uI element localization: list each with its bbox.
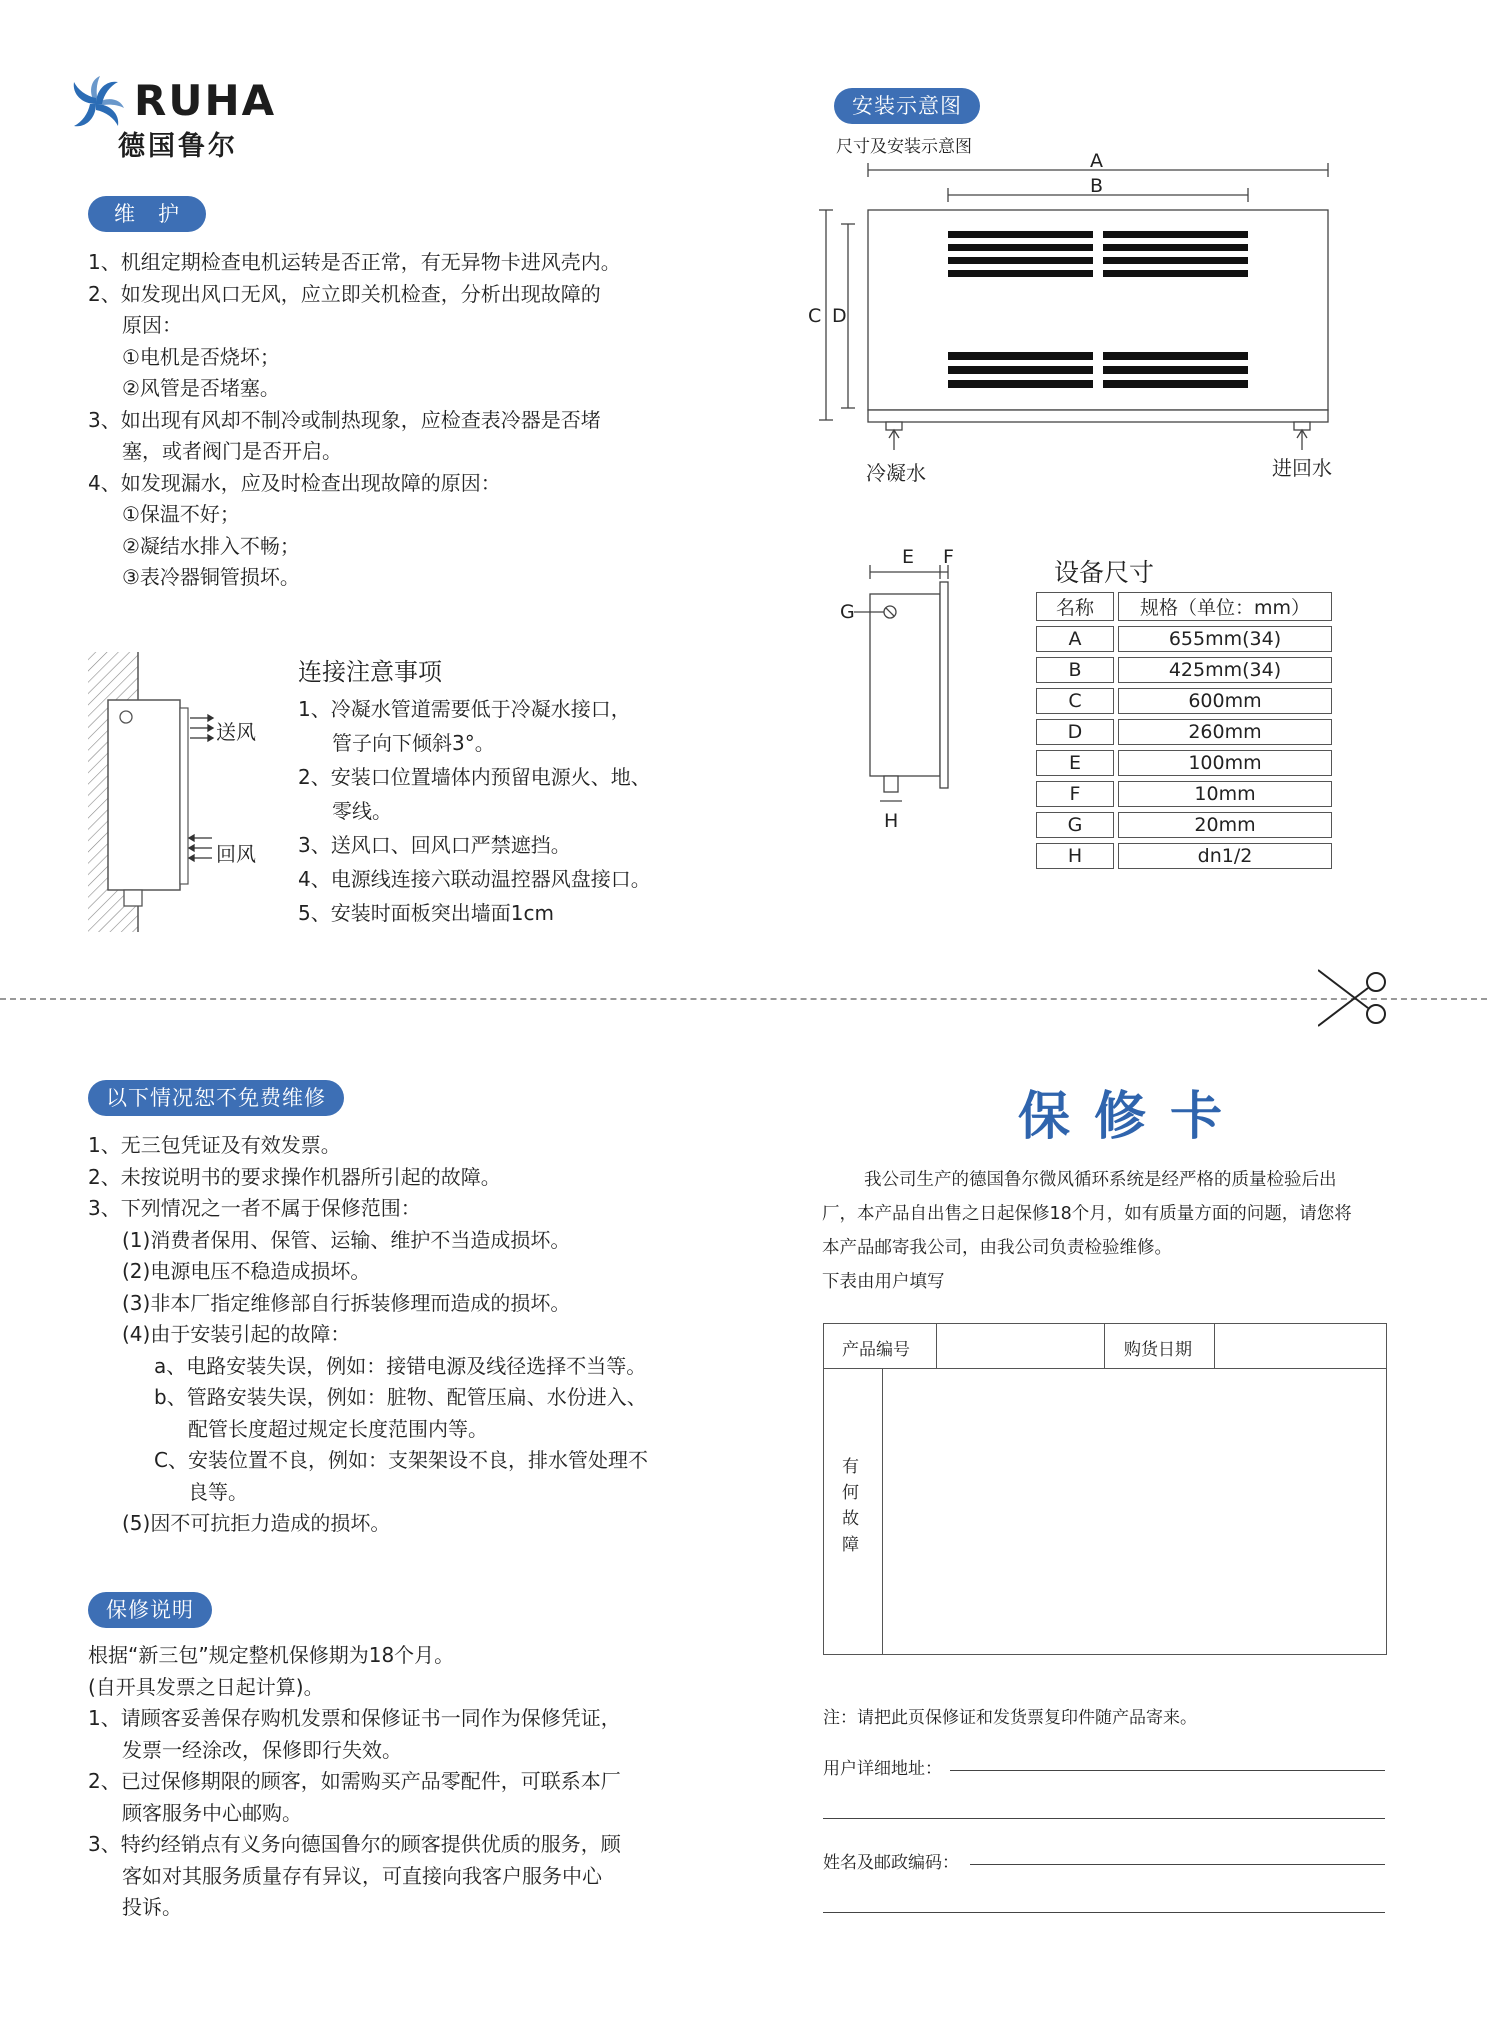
no-free-line: (2)电源电压不稳造成损坏。 — [122, 1259, 371, 1283]
connection-line: 5、安装时面板突出墙面1cm — [298, 901, 554, 925]
maintenance-line: ③表冷器铜管损坏。 — [122, 565, 300, 589]
table-cell: 10mm — [1118, 781, 1332, 807]
warranty-line: 顾客服务中心邮购。 — [122, 1800, 302, 1825]
dimensions-title: 设备尺寸 — [1054, 558, 1155, 587]
warranty-line: 投诉。 — [122, 1895, 182, 1919]
condensate-label: 冷凝水 — [866, 461, 926, 485]
warranty-note-list — [88, 1640, 621, 1924]
inlet-label: 进回水 — [1272, 456, 1332, 480]
dim-label-g: G — [840, 601, 855, 623]
install-title: 安装示意图 — [834, 88, 980, 124]
dim-label-d: D — [832, 305, 847, 327]
table-row — [1036, 843, 1332, 869]
no-free-line: 配管长度超过规定长度范围内等。 — [188, 1416, 488, 1441]
no-free-repair-title: 以下情况恕不免费维修 — [88, 1080, 344, 1116]
table-row — [1036, 719, 1332, 745]
swirl-logo-icon — [66, 74, 126, 134]
warranty-line: 根据“新三包”规定整机保修期为18个月。 — [88, 1643, 455, 1667]
side-view-diagram — [840, 550, 970, 830]
connection-line: 4、电源线连接六联动温控器风盘接口。 — [298, 867, 651, 891]
table-cell: F — [1036, 781, 1114, 807]
maintenance-line: 3、如出现有风却不制冷或制热现象，应检查表冷器是否堵 — [88, 407, 601, 432]
table-cell: dn1/2 — [1118, 843, 1332, 869]
table-row — [1036, 781, 1332, 807]
product-no-label: 产品编号 — [842, 1340, 910, 1360]
table-row — [1036, 657, 1332, 683]
connection-line: 3、送风口、回风口严禁遮挡。 — [298, 833, 571, 857]
dim-label-e: E — [902, 546, 915, 568]
card-intro — [822, 1163, 1352, 1299]
connection-line: 管子向下倾斜3°。 — [332, 731, 495, 755]
connection-title: 连接注意事项 — [298, 658, 442, 686]
product-no-field[interactable] — [938, 1326, 1102, 1366]
table-cell: 600mm — [1118, 688, 1332, 714]
brand-logo — [66, 70, 277, 162]
card-intro-line: 下表由用户填写 — [822, 1272, 945, 1292]
card-intro-line: 厂，本产品自出售之日起保修18个月，如有质量方面的问题，请您将 — [822, 1204, 1352, 1224]
table-header-cell: 规格（单位：mm） — [1118, 592, 1332, 621]
maintenance-line: 原因： — [122, 313, 182, 337]
dim-label-c: C — [808, 305, 822, 327]
table-cell: D — [1036, 719, 1114, 745]
no-free-line: C、安装位置不良，例如：支架架设不良，排水管处理不 — [154, 1448, 648, 1472]
table-cell: 655mm(34) — [1118, 626, 1332, 652]
maintenance-list — [88, 247, 621, 594]
name-zip-label: 姓名及邮政编码： — [823, 1853, 959, 1873]
no-free-line: a、电路安装失误，例如：接错电源及线径选择不当等。 — [154, 1353, 647, 1378]
connection-line: 1、冷凝水管道需要低于冷凝水接口， — [298, 697, 631, 721]
no-free-line: 良等。 — [188, 1479, 248, 1504]
table-row — [1036, 626, 1332, 652]
front-view-diagram — [800, 150, 1360, 480]
address-field[interactable] — [950, 1770, 1385, 1771]
connection-line: 2、安装口位置墙体内预留电源火、地、 — [298, 765, 651, 789]
card-intro-line: 我公司生产的德国鲁尔微风循环系统是经严格的质量检验后出 — [864, 1170, 1337, 1190]
table-cell: G — [1036, 812, 1114, 838]
table-cell: E — [1036, 750, 1114, 776]
table-row — [1036, 812, 1332, 838]
cut-line — [0, 998, 1487, 1000]
maintenance-line: ②凝结水排入不畅； — [122, 533, 300, 558]
name-zip-field-line2[interactable] — [823, 1912, 1385, 1913]
warranty-line: 客如对其服务质量存有异议，可直接向我客户服务中心 — [122, 1863, 602, 1888]
maintenance-line: 塞，或者阀门是否开启。 — [122, 439, 342, 463]
maintenance-line: 2、如发现出风口无风，应立即关机检查，分析出现故障的 — [88, 281, 601, 306]
no-free-line: (3)非本厂指定维修部自行拆装修理而造成的损坏。 — [122, 1290, 571, 1315]
maintenance-line: 4、如发现漏水，应及时检查出现故障的原因： — [88, 470, 501, 495]
table-header-row — [1036, 592, 1332, 621]
dim-label-a: A — [1090, 150, 1103, 172]
connection-line: 零线。 — [332, 799, 392, 823]
no-free-line: (1)消费者保用、保管、运输、维护不当造成损坏。 — [122, 1227, 571, 1252]
warranty-card-title: 保修卡 — [1018, 1087, 1247, 1147]
no-free-repair-list — [88, 1130, 648, 1540]
warranty-line: (自开具发票之日起计算)。 — [88, 1674, 324, 1699]
supply-air-label: 送风 — [216, 720, 256, 744]
table-cell: 260mm — [1118, 719, 1332, 745]
card-intro-line: 本产品邮寄我公司，由我公司负责检验维修。 — [822, 1238, 1172, 1258]
maintenance-line: ①保温不好； — [122, 502, 240, 526]
maintenance-line: 1、机组定期检查电机运转是否正常，有无异物卡进风壳内。 — [88, 250, 621, 274]
no-free-line: (4)由于安装引起的故障： — [122, 1322, 351, 1346]
table-row — [1036, 688, 1332, 714]
table-row — [1036, 750, 1332, 776]
table-cell: B — [1036, 657, 1114, 683]
dimensions-table — [1032, 587, 1336, 874]
table-cell: H — [1036, 843, 1114, 869]
address-label: 用户详细地址： — [823, 1759, 942, 1779]
warranty-line: 1、请顾客妥善保存购机发票和保修证书一同作为保修凭证， — [88, 1706, 621, 1730]
purchase-date-label: 购货日期 — [1124, 1340, 1192, 1360]
no-free-line: b、管路安装失误，例如：脏物、配管压扁、水份进入、 — [154, 1385, 647, 1409]
dim-label-f: F — [943, 546, 954, 568]
no-free-line: 2、未按说明书的要求操作机器所引起的故障。 — [88, 1164, 501, 1189]
no-free-line: (5)因不可抗拒力造成的损坏。 — [122, 1511, 391, 1535]
card-note: 注：请把此页保修证和发货票复印件随产品寄来。 — [823, 1708, 1197, 1728]
card-form — [823, 1323, 1387, 1655]
brand-subname: 德国鲁尔 — [118, 131, 238, 162]
table-header-cell: 名称 — [1036, 592, 1114, 621]
no-free-line: 3、下列情况之一者不属于保修范围： — [88, 1196, 421, 1220]
fault-label: 有何故障 — [842, 1457, 859, 1555]
purchase-date-field[interactable] — [1216, 1326, 1384, 1366]
brand-name: RUHA — [134, 76, 277, 125]
table-cell: 100mm — [1118, 750, 1332, 776]
table-cell: 425mm(34) — [1118, 657, 1332, 683]
dim-label-b: B — [1090, 175, 1104, 197]
table-cell: A — [1036, 626, 1114, 652]
warranty-line: 发票一经涂改，保修即行失效。 — [122, 1737, 402, 1762]
dim-label-h: H — [884, 810, 899, 832]
maintenance-line: ①电机是否烧坏； — [122, 344, 280, 369]
return-air-label: 回风 — [216, 842, 256, 866]
wall-mount-diagram — [86, 650, 296, 940]
scissors-icon — [1318, 968, 1390, 1028]
fault-field[interactable] — [884, 1370, 1384, 1652]
warranty-line: 3、特约经销点有义务向德国鲁尔的顾客提供优质的服务，顾 — [88, 1832, 621, 1856]
table-cell: 20mm — [1118, 812, 1332, 838]
connection-list — [298, 692, 651, 930]
table-cell: C — [1036, 688, 1114, 714]
warranty-note-title: 保修说明 — [88, 1592, 212, 1628]
address-field-line2[interactable] — [823, 1818, 1385, 1819]
maintenance-line: ②风管是否堵塞。 — [122, 376, 280, 400]
name-zip-field[interactable] — [970, 1864, 1385, 1865]
no-free-line: 1、无三包凭证及有效发票。 — [88, 1133, 341, 1157]
install-subtitle: 尺寸及安装示意图 — [836, 137, 972, 157]
maintenance-title: 维 护 — [88, 196, 206, 232]
warranty-line: 2、已过保修期限的顾客，如需购买产品零配件，可联系本厂 — [88, 1769, 621, 1793]
